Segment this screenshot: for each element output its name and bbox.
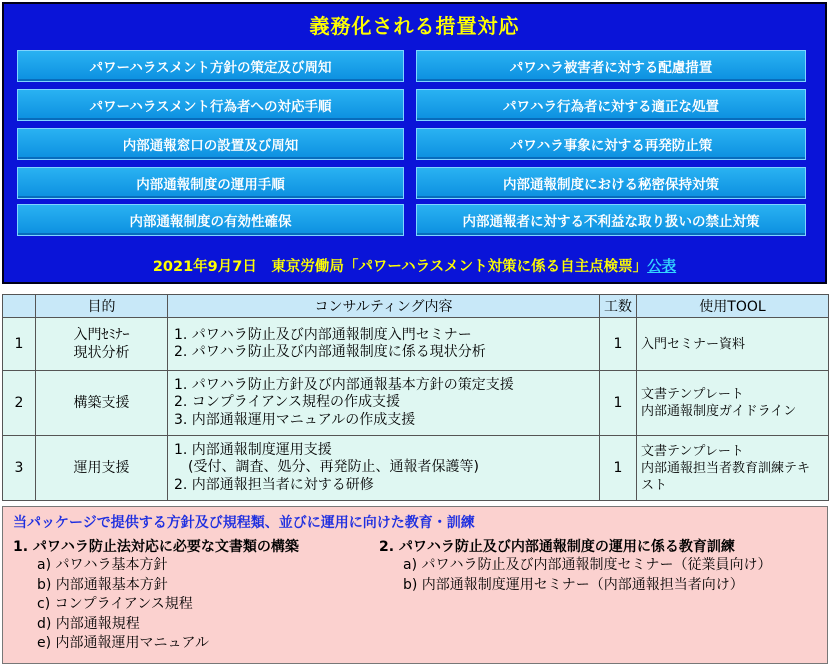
row-count: 1	[600, 371, 637, 436]
source-line	[4, 255, 825, 276]
content-line: (受付、調査、処分、再発防止、通報者保護等)	[174, 459, 479, 476]
table-row	[3, 318, 829, 371]
measure-right-4[interactable]: 内部通報制度における秘密保持対策	[416, 167, 806, 199]
row-number: 2	[3, 371, 36, 436]
purpose-line: 入門ｾﾐﾅｰ	[73, 327, 130, 343]
row-tool	[637, 371, 829, 436]
header-num	[3, 295, 36, 318]
measure-left-1[interactable]: パワーハラスメント方針の策定及び周知	[17, 50, 404, 82]
list-item: a) パワハラ防止及び内部通報制度セミナー（従業員向け）	[403, 557, 772, 573]
content-line: 1. 内部通報制度運用支援	[174, 441, 332, 458]
header-purpose: 目的	[36, 295, 168, 318]
measures-title: 義務化される措置対応	[309, 14, 520, 38]
row-purpose	[36, 371, 168, 436]
list-item: d) 内部通報規程	[37, 615, 140, 632]
row-count: 1	[600, 436, 637, 501]
measure-left-5[interactable]: 内部通報制度の有効性確保	[17, 204, 404, 236]
list-item: e) 内部通報運用マニュアル	[37, 635, 209, 651]
content-line: 1. パワハラ防止方針及び内部通報基本方針の策定支援	[174, 376, 514, 393]
header-tool: 使用TOOL	[637, 295, 829, 318]
tool-line: 文書テンプレート	[641, 443, 744, 459]
table-row	[3, 436, 829, 501]
measure-left-3[interactable]: 内部通報窓口の設置及び周知	[17, 128, 404, 160]
purpose-line: 構築支援	[73, 395, 130, 411]
content-line: 1. パワハラ防止及び内部通報制度入門セミナー	[174, 326, 472, 343]
measure-right-2[interactable]: パワハラ行為者に対する適正な処置	[416, 89, 806, 121]
package-left-title: 1. パワハラ防止法対応に必要な文書類の構築	[13, 539, 299, 555]
tool-line: 入門セミナー資料	[641, 336, 746, 352]
list-item: c) コンプライアンス規程	[37, 596, 193, 612]
measure-right-5[interactable]: 内部通報者に対する不利益な取り扱いの禁止対策	[416, 204, 806, 236]
purpose-line: 運用支援	[73, 460, 130, 476]
table-header-row	[3, 295, 829, 318]
row-purpose	[36, 436, 168, 501]
tool-line: スト	[641, 477, 668, 493]
content-line: 2. パワハラ防止及び内部通報制度に係る現状分析	[174, 344, 486, 360]
measure-right-1[interactable]: パワハラ被害者に対する配慮措置	[416, 50, 806, 82]
row-count: 1	[600, 318, 637, 371]
package-panel	[2, 506, 828, 664]
measures-panel	[2, 2, 827, 284]
content-line: 3. 内部通報運用マニュアルの作成支援	[174, 411, 416, 428]
content-line: 2. 内部通報担当者に対する研修	[174, 476, 374, 493]
package-left-list	[37, 556, 209, 654]
tool-line: 内部通報担当者教育訓練テキ	[641, 460, 811, 476]
consulting-table	[2, 294, 829, 501]
row-number: 3	[3, 436, 36, 501]
source-link[interactable]: 公表	[647, 259, 677, 275]
row-tool	[637, 318, 829, 371]
tool-line: 文書テンプレート	[641, 387, 744, 402]
row-content	[168, 436, 600, 501]
header-count: 工数	[600, 295, 637, 318]
measure-left-4[interactable]: 内部通報制度の運用手順	[17, 167, 404, 199]
row-purpose	[36, 318, 168, 371]
purpose-line: 現状分析	[73, 345, 130, 361]
list-item: a) パワハラ基本方針	[37, 557, 168, 573]
package-header: 当パッケージで提供する方針及び規程類、並びに運用に向けた教育・訓練	[13, 515, 475, 531]
measure-right-3[interactable]: パワハラ事象に対する再発防止策	[416, 128, 806, 160]
row-number: 1	[3, 318, 36, 371]
list-item: b) 内部通報基本方針	[37, 576, 168, 593]
package-right-title: 2. パワハラ防止及び内部通報制度の運用に係る教育訓練	[379, 539, 735, 555]
tool-line: 内部通報制度ガイドライン	[641, 404, 797, 419]
table-row	[3, 371, 829, 436]
package-right-list	[403, 556, 772, 595]
header-content: コンサルティング内容	[168, 295, 600, 318]
list-item: b) 内部通報制度運用セミナー（内部通報担当者向け）	[403, 576, 744, 593]
row-content	[168, 371, 600, 436]
source-text: 2021年9月7日 東京労働局「パワーハラスメント対策に係る自主点検票」	[152, 259, 648, 275]
measure-left-2[interactable]: パワーハラスメント行為者への対応手順	[17, 89, 404, 121]
row-tool	[637, 436, 829, 501]
row-content	[168, 318, 600, 371]
content-line: 2. コンプライアンス規程の作成支援	[174, 394, 400, 411]
